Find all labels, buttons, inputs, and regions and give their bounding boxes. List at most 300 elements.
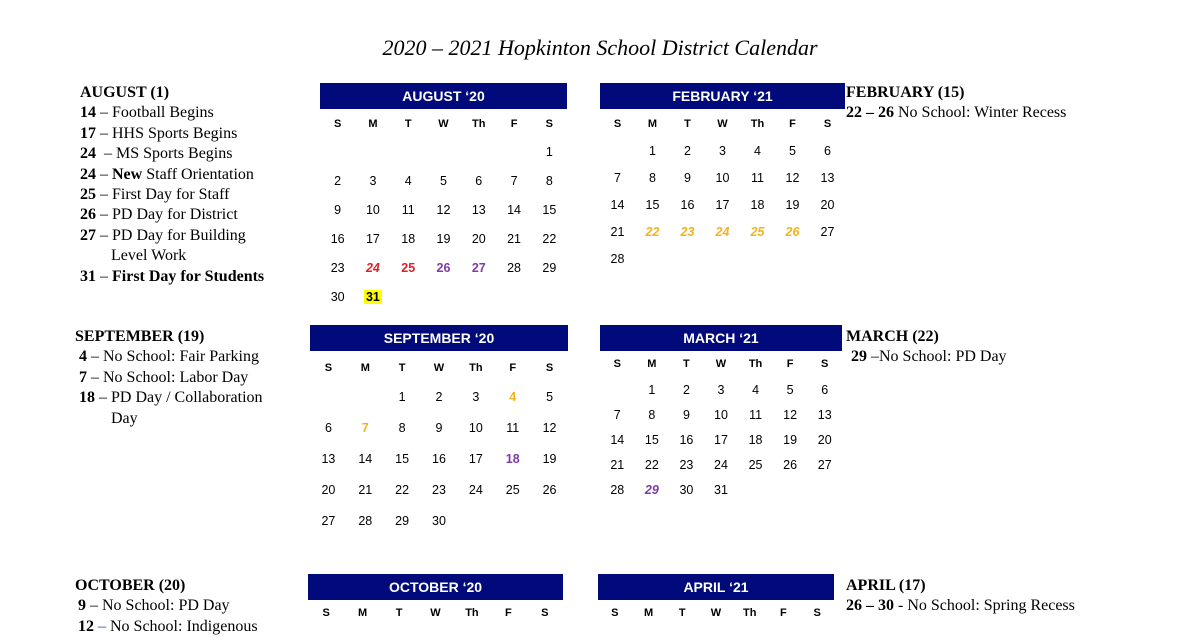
weekday-label: M [647,358,657,370]
day-cell [532,174,567,188]
week-row [320,282,567,311]
weekday-label: S [813,607,821,619]
event-separator: – [86,597,102,615]
day-number: 19 [436,231,451,246]
event-text: No School: Fair Parking [103,348,259,366]
day-number: 8 [649,170,656,185]
day-cell [704,383,739,397]
day-number: 28 [610,251,625,266]
weekday-label: S [333,118,342,130]
day-number: 8 [398,420,406,435]
day-cell [421,452,458,466]
weekday-label: S [545,118,554,130]
day-cell [635,198,670,212]
day-number: 9 [682,407,690,422]
day-number: 29 [644,482,659,497]
day-cell [461,232,496,246]
week-row [600,402,842,427]
day-cell [421,483,458,497]
week-row [600,137,845,164]
day-cell [496,203,531,217]
day-cell [457,483,494,497]
day-number: 20 [321,482,336,497]
event-item [80,103,264,123]
week-row [600,164,845,191]
day-number: 5 [440,173,447,188]
day-number: 23 [432,482,446,497]
day-number: 30 [330,289,345,304]
month-title: OCTOBER ‘20 [308,574,563,600]
weekday-label: T [398,362,406,374]
week-row [320,224,567,253]
day-cell [531,390,568,404]
day-number: 27 [817,457,832,472]
day-number: 11 [401,202,415,217]
day-cell [355,261,390,275]
event-item [79,368,263,388]
week-row [310,505,568,536]
day-number: 27 [321,513,336,528]
day-cell [426,261,461,275]
day-number: 21 [358,482,373,497]
day-number: 18 [505,451,520,466]
day-cell [670,144,705,158]
event-date: 22 – 26 [846,104,894,122]
day-cell [310,514,347,528]
day-cell [705,171,740,185]
event-item [80,165,264,185]
day-number: 22 [645,224,660,239]
day-number: 9 [684,170,691,185]
event-item [78,596,258,616]
day-cell [600,198,635,212]
weekday-label: S [613,358,621,370]
day-cell [310,421,347,435]
day-cell [775,144,810,158]
calendar-april [598,574,834,620]
event-separator: – [96,267,112,285]
day-number: 4 [404,173,412,188]
event-date: 18 [79,389,95,407]
day-cell [635,144,670,158]
weekday-label: Th [750,118,765,130]
day-number: 6 [324,420,332,435]
event-separator: – [96,186,112,204]
weekday-header [598,606,834,620]
day-cell [705,144,740,158]
day-cell [347,421,384,435]
week-row [600,427,842,452]
day-number: 7 [510,173,518,188]
day-number: 18 [750,197,765,212]
event-text: PD Day for District [112,206,238,224]
day-cell [740,144,775,158]
day-number: 19 [783,432,798,447]
day-cell [600,252,635,266]
weekday-label: M [647,118,658,130]
day-cell [600,433,635,447]
day-cell [531,452,568,466]
day-cell [494,452,531,466]
weekday-label: S [545,362,554,374]
event-date: 24 [80,165,96,183]
day-cell [532,145,567,159]
day-cell [775,171,810,185]
event-text: MS Sports Begins [116,145,233,163]
weekday-label: S [322,607,330,619]
weekday-label: T [683,358,690,370]
day-cell [384,483,421,497]
events-heading: MARCH (22) [846,328,939,345]
month-title: AUGUST ‘20 [320,83,567,109]
weekday-label: M [360,362,370,374]
day-number: 13 [817,407,832,422]
day-number: 1 [649,143,656,158]
day-cell [355,290,390,304]
event-item [79,409,263,429]
day-cell [740,225,775,239]
day-cell [457,452,494,466]
day-number: 12 [542,420,557,435]
weekday-label: F [504,607,512,619]
day-number: 26 [785,224,800,239]
day-number: 31 [714,482,728,497]
weekday-label: T [684,118,691,130]
week-row [310,381,568,412]
day-cell [704,433,739,447]
day-cell [773,383,808,397]
day-number: 15 [395,451,410,466]
events-heading: SEPTEMBER (19) [75,328,205,345]
day-number: 15 [542,202,557,217]
event-text: Staff Orientation [142,165,254,183]
day-number: 29 [542,260,557,275]
day-cell [391,261,426,275]
day-number: 5 [546,389,554,404]
event-text: No School: Indigenous [110,617,258,635]
weekday-label: Th [472,118,486,130]
day-number: 3 [369,173,377,188]
day-number: 11 [506,420,520,435]
event-item [80,267,264,287]
day-cell [635,171,670,185]
day-number: 26 [436,260,451,275]
day-cell [600,171,635,185]
event-date: 31 [80,267,96,285]
day-cell [461,203,496,217]
day-number: 25 [750,224,765,239]
event-date: 4 [79,348,87,366]
day-cell [738,408,773,422]
day-cell [531,483,568,497]
week-row [600,191,845,218]
week-row [600,245,845,272]
day-number: 1 [648,382,656,397]
day-number: 14 [358,451,373,466]
event-separator: – [94,617,110,635]
day-cell [669,383,704,397]
event-item [80,124,264,144]
day-cell [532,232,567,246]
day-cell [635,383,670,397]
day-number: 22 [542,231,557,246]
day-number: 17 [365,231,380,246]
day-cell [669,408,704,422]
day-cell [635,483,670,497]
day-number: 16 [330,231,345,246]
day-number: 25 [401,260,416,275]
events-heading: APRIL (17) [846,577,926,594]
day-number: 7 [613,407,621,422]
event-date: 26 [80,206,96,224]
day-number: 18 [401,231,416,246]
day-cell [310,452,347,466]
weekday-label: Th [469,362,483,374]
weekday-label: W [433,362,445,374]
day-cell [384,421,421,435]
day-number: 13 [471,202,486,217]
weekday-label: W [717,118,728,130]
day-number: 23 [330,260,345,275]
week-row [320,166,567,195]
day-number: 16 [679,432,694,447]
day-cell [384,452,421,466]
event-date: 17 [80,124,96,142]
day-cell [461,174,496,188]
calendar-march [600,325,842,502]
day-number: 11 [751,170,764,185]
day-number: 10 [468,420,483,435]
month-title: MARCH ‘21 [600,325,842,351]
day-number: 4 [754,143,761,158]
day-number: 23 [679,457,694,472]
day-cell [384,390,421,404]
event-separator: – [96,226,112,244]
day-cell [635,433,670,447]
event-item [80,226,264,246]
weekday-label: Th [748,358,763,370]
day-number: 26 [542,482,557,497]
event-item [846,103,1066,123]
day-number: 24 [714,457,728,472]
day-cell [773,408,808,422]
day-cell [391,203,426,217]
day-number: 16 [680,197,695,212]
day-number: 20 [471,231,486,246]
day-number: 3 [719,143,726,158]
day-cell [600,458,635,472]
weekday-header [320,115,567,131]
day-cell [426,232,461,246]
day-number: 27 [471,260,486,275]
day-cell [496,174,531,188]
day-cell [320,290,355,304]
calendar-february [600,83,845,272]
day-cell [669,433,704,447]
event-text: No School: Winter Recess [898,104,1067,122]
day-cell [384,514,421,528]
event-separator: – [96,104,112,122]
day-number: 21 [610,224,625,239]
weekday-label: T [395,607,403,619]
event-text: HHS Sports Begins [112,124,238,142]
day-cell [704,483,739,497]
events-april [846,576,1075,617]
day-number: 31 [365,289,380,304]
event-date: 12 [78,617,94,635]
day-number: 25 [748,457,763,472]
day-cell [494,421,531,435]
event-date: 29 [851,348,867,366]
event-text: No School: Labor Day [103,368,249,386]
day-cell [738,383,773,397]
day-number: 7 [361,420,369,435]
day-number: 4 [509,389,517,404]
weekday-label: W [715,358,727,370]
day-number: 14 [610,432,625,447]
day-number: 16 [432,451,446,466]
event-text: Day [111,409,138,427]
day-number: 17 [714,432,728,447]
day-number: 2 [334,173,342,188]
calendar-september [310,325,568,536]
events-heading: OCTOBER (20) [75,577,186,594]
day-cell [531,421,568,435]
day-number: 3 [717,382,725,397]
day-number: 24 [468,482,483,497]
day-number: 1 [398,389,406,404]
event-date: 25 [80,186,96,204]
day-number: 22 [395,482,410,497]
day-cell [773,458,808,472]
weekday-label: S [821,358,829,370]
day-cell [635,225,670,239]
event-date: 26 – 30 [846,597,894,615]
weekday-label: F [786,358,794,370]
day-number: 19 [785,197,800,212]
weekday-label: F [780,607,787,619]
weekday-label: F [509,362,517,374]
day-cell [391,232,426,246]
day-cell [457,390,494,404]
weekday-label: F [510,118,518,130]
month-title: FEBRUARY ‘21 [600,83,845,109]
events-october [75,576,258,637]
weekday-label: S [611,607,619,619]
day-cell [426,174,461,188]
weekday-label: M [643,607,654,619]
day-number: 25 [505,482,520,497]
day-number: 22 [644,457,659,472]
day-number: 12 [783,407,798,422]
event-text: Level Work [111,247,187,265]
day-number: 6 [475,173,483,188]
day-number: 5 [786,382,794,397]
day-number: 8 [545,173,553,188]
day-cell [347,514,384,528]
event-text: Football Begins [112,104,214,122]
event-item [80,185,264,205]
day-cell [810,225,845,239]
events-september [75,327,263,429]
event-separator: – [87,348,103,366]
day-cell [810,198,845,212]
event-separator: - [894,597,908,615]
day-cell [600,408,635,422]
day-cell [705,225,740,239]
event-item [79,347,263,367]
day-cell [807,408,842,422]
day-number: 19 [542,451,557,466]
day-number: 13 [321,451,336,466]
day-cell [320,203,355,217]
day-number: 9 [334,202,342,217]
weekday-label: Th [465,607,479,619]
day-number: 27 [820,224,835,239]
day-cell [347,483,384,497]
day-number: 15 [645,197,660,212]
day-cell [461,261,496,275]
day-number: 28 [610,482,625,497]
day-cell [421,421,458,435]
weekday-label: F [789,118,796,130]
day-number: 1 [545,144,553,159]
weekday-label: M [368,118,378,130]
day-number: 23 [680,224,695,239]
weekday-label: S [613,118,622,130]
day-number: 15 [644,432,659,447]
day-number: 8 [648,407,656,422]
day-cell [320,261,355,275]
day-number: 6 [824,143,831,158]
day-number: 26 [783,457,798,472]
event-text: PD Day / Collaboration [111,389,263,407]
day-number: 2 [435,389,443,404]
day-cell [494,390,531,404]
day-number: 20 [820,197,835,212]
event-item [80,246,264,266]
day-number: 17 [468,451,483,466]
day-number: 28 [358,513,373,528]
event-text: PD Day for Building [112,226,246,244]
weekday-label: W [710,607,722,619]
event-item [846,596,1075,616]
calendar-august [320,83,567,311]
day-cell [532,203,567,217]
day-cell [740,198,775,212]
day-cell [775,198,810,212]
week-row [600,377,842,402]
event-separator: – [96,206,112,224]
event-text: No School: PD Day [102,597,230,615]
day-cell [807,383,842,397]
month-title: APRIL ‘21 [598,574,834,600]
day-cell [457,421,494,435]
day-number: 28 [507,260,522,275]
event-date: 14 [80,104,96,122]
event-date: 7 [79,368,87,386]
day-cell [635,408,670,422]
day-cell [320,232,355,246]
event-separator: – [96,145,116,163]
day-cell [738,433,773,447]
day-cell [496,261,531,275]
day-cell [669,458,704,472]
day-number: 7 [614,170,621,185]
events-heading: FEBRUARY (15) [846,84,965,101]
month-title: SEPTEMBER ‘20 [310,325,568,351]
event-bold-text: First Day for Students [112,267,265,285]
